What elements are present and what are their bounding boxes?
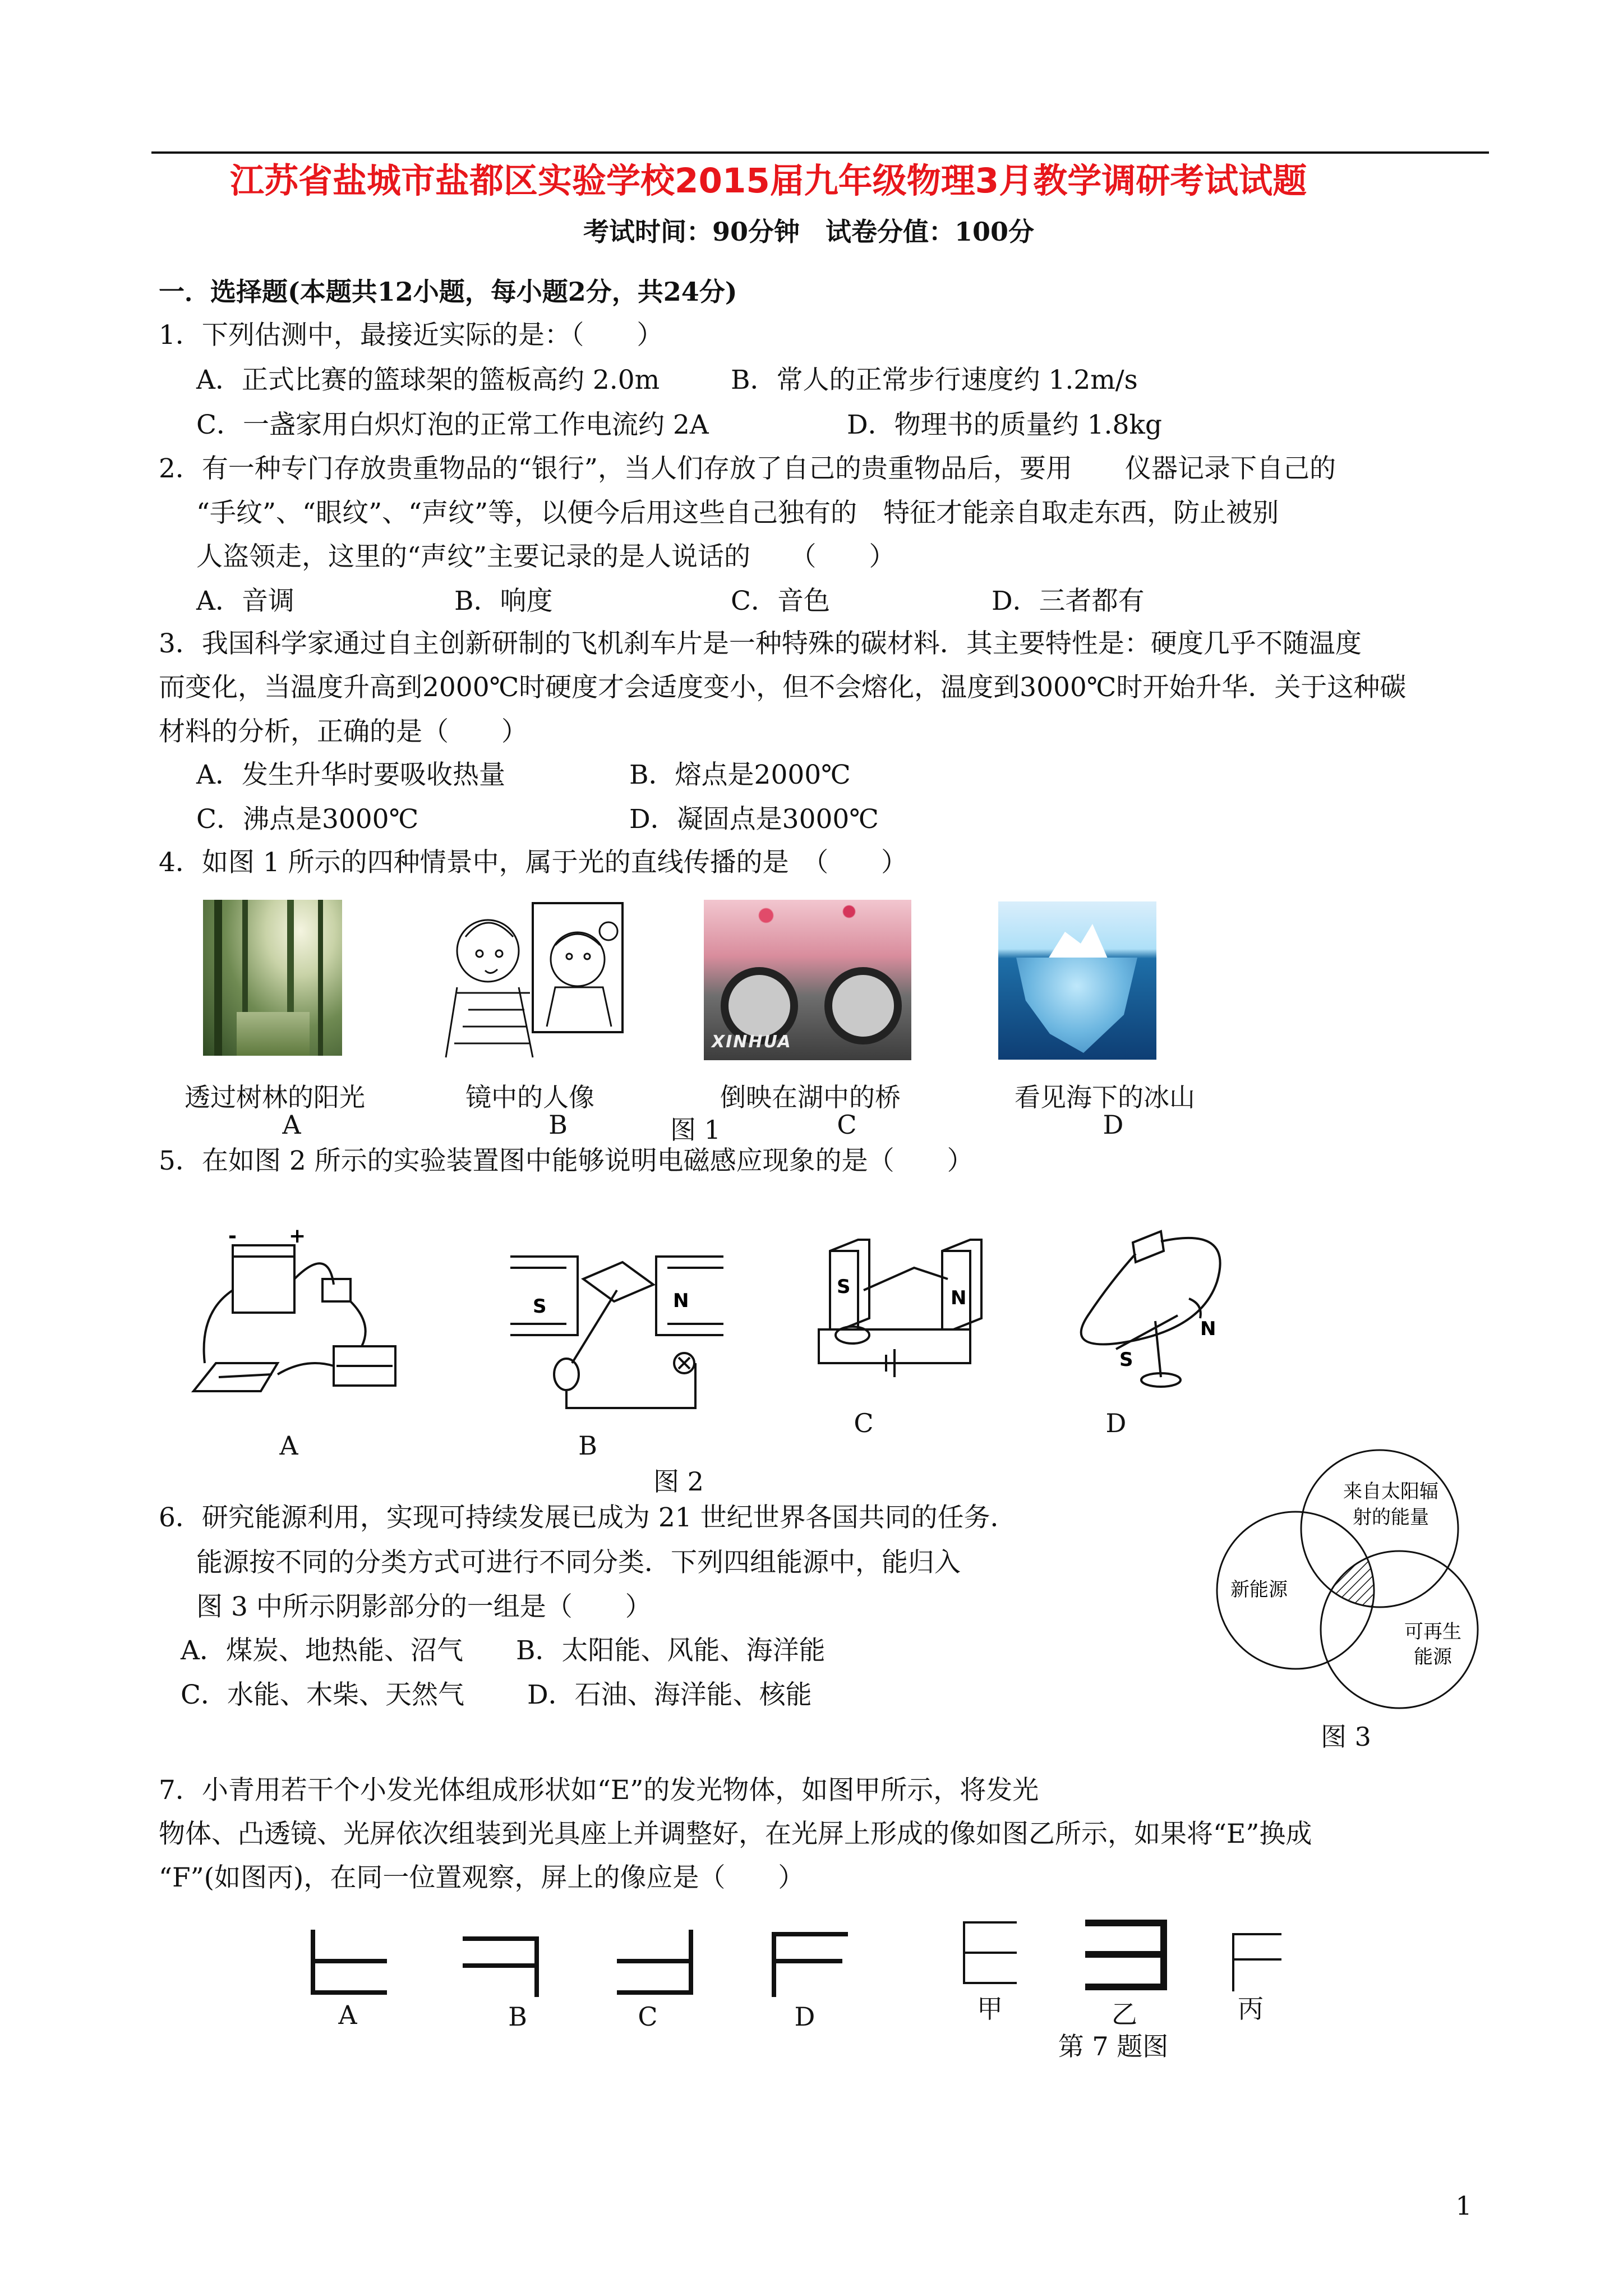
q5-figure-label: 图 2 xyxy=(653,1466,704,1497)
q4-letter-a: A xyxy=(282,1110,301,1140)
q1-option-c: C．一盏家用白炽灯泡的正常工作电流约 2A xyxy=(196,409,709,440)
apparatus-d-compass-coil xyxy=(1066,1220,1251,1400)
q3-option-c: C．沸点是3000℃ xyxy=(196,804,419,835)
q4-letter-b: B xyxy=(548,1110,568,1140)
q4-caption-a: 透过树林的阳光 xyxy=(185,1082,365,1112)
xinhua-watermark: XINHUA xyxy=(712,1032,792,1052)
q7-letter-d: D xyxy=(794,2001,815,2032)
q1-option-b: B．常人的正常步行速度约 1.2m/s xyxy=(731,365,1138,395)
q4-caption-c: 倒映在湖中的桥 xyxy=(720,1082,901,1112)
mirror-cartoon-illustration xyxy=(435,898,625,1060)
apparatus-c-magnet-circuit xyxy=(813,1234,1004,1391)
q7-line-2: 物体、凸透镜、光屏依次组装到光具座上并调整好，在光屏上形成的像如图乙所示，如果将“E”换成 xyxy=(159,1819,1312,1849)
q3-line-2: 而变化，当温度升高到2000℃时硬度才会适度变小，但不会熔化，温度到3000℃时开始升华．关于这种碳 xyxy=(159,672,1407,703)
section-heading: 一．选择题(本题共12小题，每小题2分，共24分) xyxy=(159,277,737,307)
q2-option-c: C．音色 xyxy=(731,586,830,616)
q7-letter-b: B xyxy=(508,2001,527,2032)
magnet-n-label-b: N xyxy=(673,1290,689,1312)
q7-label-jia: 甲 xyxy=(977,1994,1003,2024)
venn-label-solar-2: 射的能量 xyxy=(1353,1506,1429,1529)
venn-label-renewable-1: 可再生 xyxy=(1404,1621,1461,1643)
q5-letter-c: C xyxy=(854,1408,874,1438)
q7-letter-c: C xyxy=(638,2001,658,2032)
bridge-reflection-photo xyxy=(704,900,911,1060)
exam-title: 江苏省盐城市盐都区实验学校2015届九年级物理3月教学调研考试试题 xyxy=(230,161,1307,201)
page-number: 1 xyxy=(1455,2191,1472,2221)
compass-s-label: S xyxy=(1119,1349,1133,1371)
q5-stem: 5．在如图 2 所示的实验装置图中能够说明电磁感应现象的是（ ） xyxy=(159,1145,974,1176)
q5-letter-a: A xyxy=(279,1430,298,1461)
figure-yi-image-shape xyxy=(1085,1918,1169,1991)
compass-n-label: N xyxy=(1200,1318,1216,1340)
q6-figure-label: 图 3 xyxy=(1321,1722,1371,1752)
forest-sunlight-photo xyxy=(203,900,342,1056)
q6-option-d: D．石油、海洋能、核能 xyxy=(527,1680,812,1710)
q2-option-b: B．响度 xyxy=(454,586,553,616)
q3-line-1: 3．我国科学家通过自主创新研制的飞机刹车片是一种特殊的碳材料．其主要特性是：硬度几乎不随温度 xyxy=(159,628,1362,659)
q6-option-c: C．水能、木柴、天然气 xyxy=(181,1680,464,1710)
q4-caption-b: 镜中的人像 xyxy=(465,1082,594,1112)
q2-option-a: A．音调 xyxy=(196,586,294,616)
q1-stem: 1．下列估测中，最接近实际的是：（ ） xyxy=(159,320,663,351)
q3-option-d: D．凝固点是3000℃ xyxy=(629,804,879,835)
option-b-shape xyxy=(463,1934,541,2001)
q4-letter-d: D xyxy=(1103,1110,1124,1140)
q7-label-yi: 乙 xyxy=(1112,1999,1137,2030)
battery-minus-sign: - xyxy=(228,1225,237,1248)
option-a-shape xyxy=(308,1930,387,1997)
venn-label-renewable-2: 能源 xyxy=(1414,1646,1452,1668)
q4-caption-d: 看见海下的冰山 xyxy=(1015,1082,1195,1112)
q3-line-3: 材料的分析，正确的是（ ） xyxy=(159,716,528,747)
q4-stem: 4．如图 1 所示的四种情景中，属于光的直线传播的是 （ ） xyxy=(159,847,908,878)
q6-option-b: B．太阳能、风能、海洋能 xyxy=(516,1635,826,1666)
energy-venn-diagram xyxy=(1206,1447,1497,1717)
q3-option-b: B．熔点是2000℃ xyxy=(629,760,851,790)
magnet-s-label-c: S xyxy=(837,1276,851,1298)
q3-option-a: A．发生升华时要吸收热量 xyxy=(196,760,505,790)
q7-line-1: 7．小青用若干个小发光体组成形状如“E”的发光物体，如图甲所示，将发光 xyxy=(159,1775,1039,1806)
venn-label-new-energy: 新能源 xyxy=(1230,1579,1288,1601)
q2-line-2: “手纹”、“眼纹”、“声纹”等，以便今后用这些自己独有的 特征才能亲自取走东西，防止被别 xyxy=(196,498,1279,528)
q7-letter-a: A xyxy=(338,2000,357,2030)
q2-line-3: 人盗领走，这里的“声纹”主要记录的是人说话的 （ ） xyxy=(196,541,896,572)
venn-label-solar-1: 来自太阳辐 xyxy=(1343,1480,1438,1503)
q7-line-3: “F”(如图丙)，在同一位置观察，屏上的像应是（ ） xyxy=(159,1862,805,1893)
iceberg-photo xyxy=(998,901,1156,1060)
q1-option-a: A．正式比赛的篮球架的篮板高约 2.0m xyxy=(196,365,660,395)
apparatus-a-battery-circuit xyxy=(193,1223,407,1414)
q2-line-1: 2．有一种专门存放贵重物品的“银行”，当人们存放了自己的贵重物品后，要用 仪器记录下自己的 xyxy=(159,453,1336,484)
figure-jia-e-shape xyxy=(962,1921,1018,1989)
q5-letter-d: D xyxy=(1105,1408,1127,1438)
q7-figure-label: 第 7 题图 xyxy=(1058,2031,1169,2062)
top-rule xyxy=(151,151,1489,154)
option-d-shape xyxy=(769,1930,848,1997)
q6-line-2: 能源按不同的分类方式可进行不同分类．下列四组能源中，能归入 xyxy=(196,1547,961,1578)
exam-subtitle: 考试时间：90分钟 试卷分值：100分 xyxy=(583,217,1035,247)
q4-figure-label: 图 1 xyxy=(670,1115,721,1145)
figure-bing-f-shape xyxy=(1231,1932,1281,1991)
q2-option-d: D．三者都有 xyxy=(992,586,1145,616)
q6-line-3: 图 3 中所示阴影部分的一组是（ ） xyxy=(196,1591,652,1622)
magnet-s-label-b: S xyxy=(533,1295,547,1318)
q6-option-a: A．煤炭、地热能、沼气 xyxy=(181,1635,463,1666)
q7-label-bing: 丙 xyxy=(1238,1994,1264,2024)
q6-line-1: 6．研究能源利用，实现可持续发展已成为 21 世纪世界各国共同的任务． xyxy=(159,1502,1017,1533)
q4-letter-c: C xyxy=(837,1110,857,1140)
magnet-n-label-c: N xyxy=(951,1287,967,1309)
q5-letter-b: B xyxy=(578,1430,597,1461)
option-c-shape xyxy=(617,1930,695,1997)
apparatus-b-motor-setup xyxy=(510,1234,723,1414)
battery-plus-sign: + xyxy=(289,1225,306,1248)
q1-option-d: D．物理书的质量约 1.8kg xyxy=(847,409,1162,440)
